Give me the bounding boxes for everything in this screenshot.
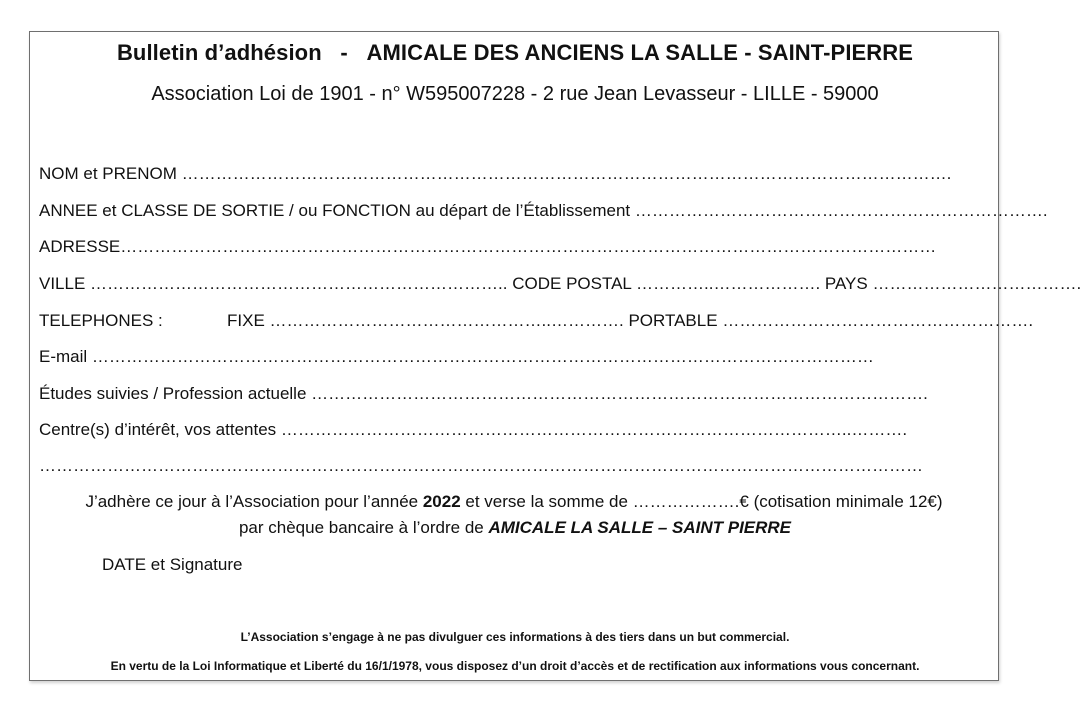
landline-field[interactable]: …………………………………………..…………. [269,311,624,330]
postal-code-field[interactable]: …………..………………. [636,274,821,293]
association-subtitle: Association Loi de 1901 - n° W595007228 - 2 rue Jean Levasseur - LILLE - 59000 [151,83,879,105]
title-organization: AMICALE DES ANCIENS LA SALLE - SAINT-PIERRE [366,40,914,65]
membership-year: 2022 [422,492,461,511]
address-field[interactable]: ……………………………………………………………………………………………………………………………… [120,237,937,256]
name-field[interactable]: ………………………………………………………………………………………………………………………. [181,164,952,183]
row-studies [39,384,928,404]
row-city [39,274,1081,294]
membership-text-after: et verse la somme de [465,492,628,511]
row-address [39,237,936,257]
membership-text-before: J’adhère ce jour à l’Association pour l’année [85,492,419,511]
membership-statement [39,492,989,512]
cheque-text: par chèque bancaire à l’ordre de [238,518,484,537]
row-phones [39,311,1033,331]
interests-label: Centre(s) d’intérêt, vos attentes [39,420,277,439]
year-class-label: ANNEE et CLASSE DE SORTIE / ou FONCTION au départ de l’Établissement [39,201,631,220]
postal-code-label: CODE POSTAL [512,274,632,293]
country-label: PAYS [824,274,868,293]
mobile-field[interactable]: ………………………………………………. [722,311,1034,330]
amount-suffix: € (cotisation minimale 12€) [739,492,943,511]
address-label: ADRESSE [39,237,121,256]
legal-note: En vertu de la Loi Informatique et Liberté du 16/1/1978, vous disposez d’un droit d’accès et de rectification aux informations vous concernant. [110,659,920,673]
row-extra [39,456,923,476]
row-year-class [39,201,1048,221]
membership-form [29,31,1081,681]
title-separator: - [340,40,348,65]
interests-extra-field[interactable]: ………………………………………………………………………………………………………………………………………… [39,456,923,475]
cheque-payee: AMICALE LA SALLE – SAINT PIERRE [488,518,792,537]
title-prefix: Bulletin d’adhésion [116,40,322,65]
privacy-note: L’Association s’engage à ne pas divulguer ces informations à des tiers dans un but commercial. [240,630,790,644]
phones-label: TELEPHONES : [39,311,163,330]
email-label: E-mail [39,347,88,366]
city-label: VILLE [39,274,86,293]
amount-field[interactable]: ………………. [632,492,740,511]
email-field[interactable]: ………………………………………………………………………………………………………………………… [91,347,874,366]
studies-field[interactable]: ………………………………………………………………………………………………. [311,384,928,403]
cheque-statement [30,518,1000,538]
row-email [39,347,874,367]
date-signature-label: DATE et Signature [102,555,243,574]
studies-label: Études suivies / Profession actuelle [39,384,307,403]
form-title [30,40,1000,66]
mobile-label: PORTABLE [628,311,718,330]
city-field[interactable]: ……………………………………………………………….. [90,274,508,293]
row-name [39,164,951,184]
country-field[interactable]: ………………………………. [872,274,1081,293]
year-class-field[interactable]: ………………………………………………………………. [634,201,1048,220]
name-label: NOM et PRENOM [39,164,177,183]
landline-label: FIXE [227,311,265,330]
row-interests [39,420,907,440]
interests-field[interactable]: ………………………………………………………………………………………..………. [280,420,908,439]
